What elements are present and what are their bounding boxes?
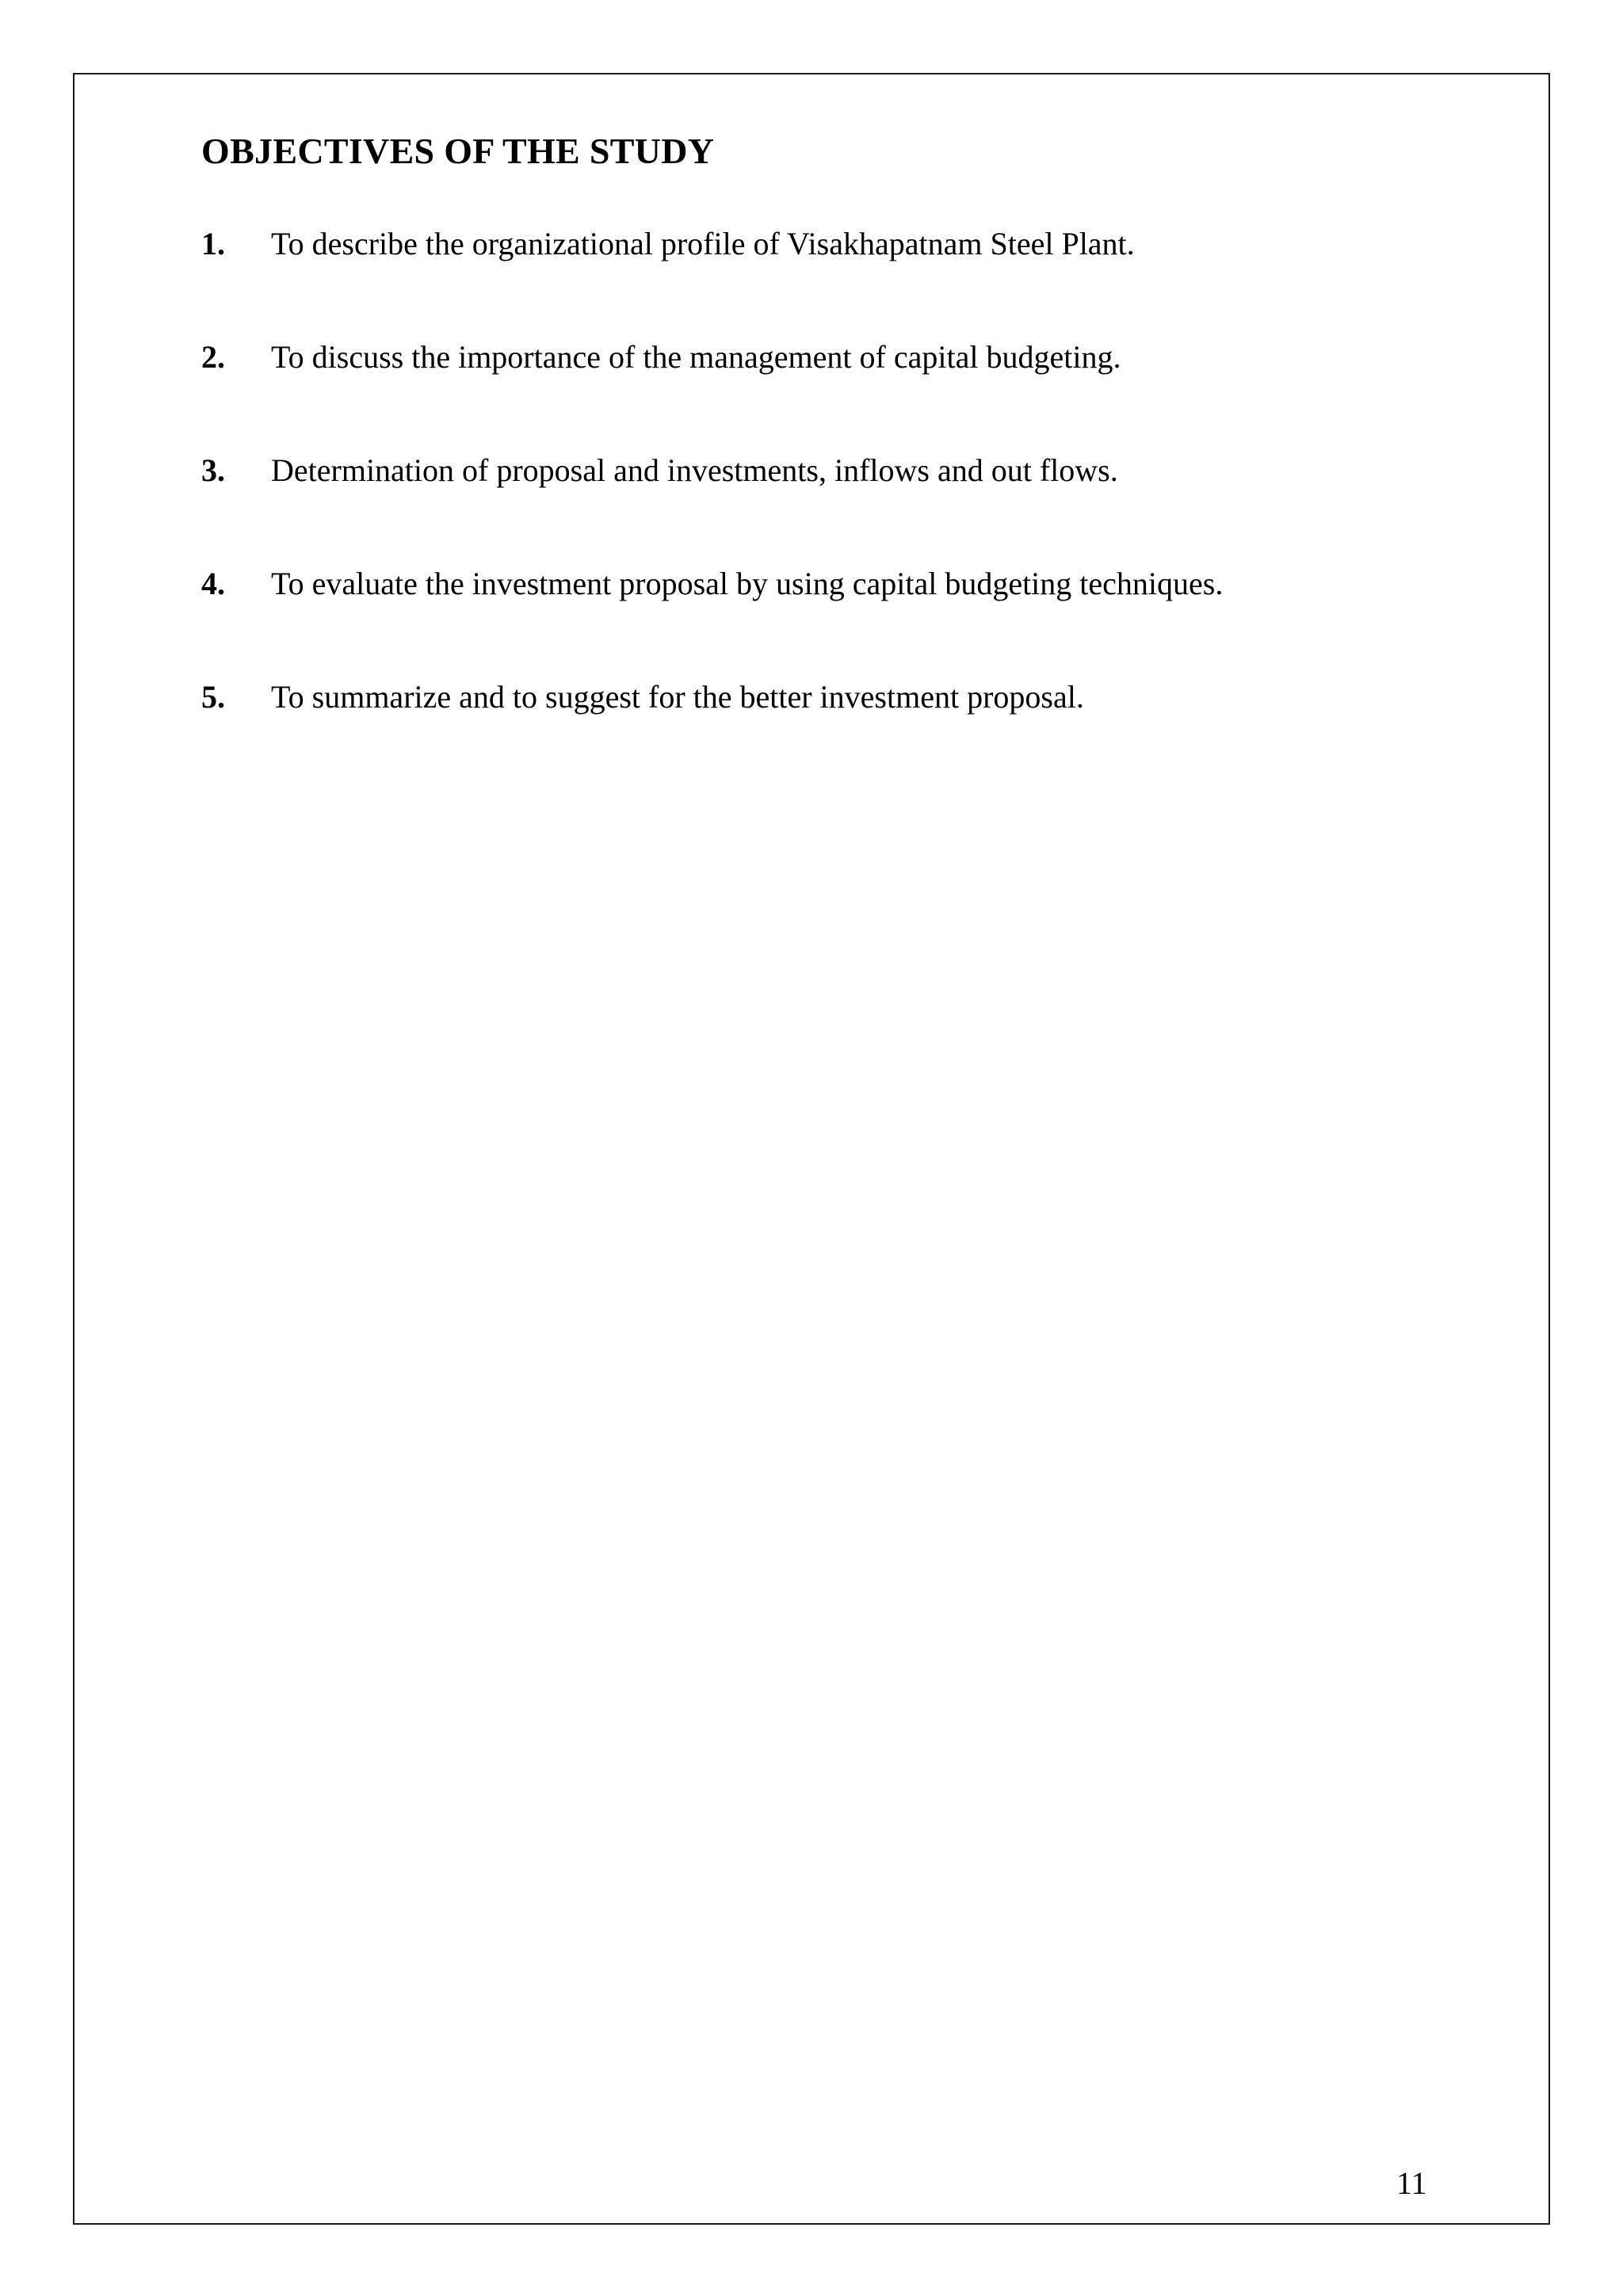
page-number: 11: [1396, 2165, 1427, 2201]
objective-text: To evaluate the investment proposal by using capital budgeting techniques.: [271, 566, 1224, 601]
page-title: OBJECTIVES OF THE STUDY: [201, 131, 715, 171]
objectives-list: [201, 228, 1223, 795]
objective-number: 4.: [201, 566, 225, 601]
objective-number: 2.: [201, 339, 225, 375]
objective-text: To summarize and to suggest for the better investment proposal.: [271, 679, 1084, 715]
objective-number: 5.: [201, 679, 225, 715]
objective-number: 3.: [201, 452, 225, 488]
objective-text: To describe the organizational profile of Visakhapatnam Steel Plant.: [271, 226, 1135, 261]
objective-item-5: [201, 681, 1223, 795]
objective-item-2: [201, 341, 1223, 455]
objective-item-3: [201, 452, 1223, 568]
objective-item-1: [201, 228, 1223, 341]
objective-text: To discuss the importance of the management of capital budgeting.: [271, 339, 1121, 375]
objective-text: Determination of proposal and investments, inflows and out flows.: [271, 452, 1118, 488]
objective-item-4: [201, 568, 1223, 681]
objective-number: 1.: [201, 226, 225, 261]
